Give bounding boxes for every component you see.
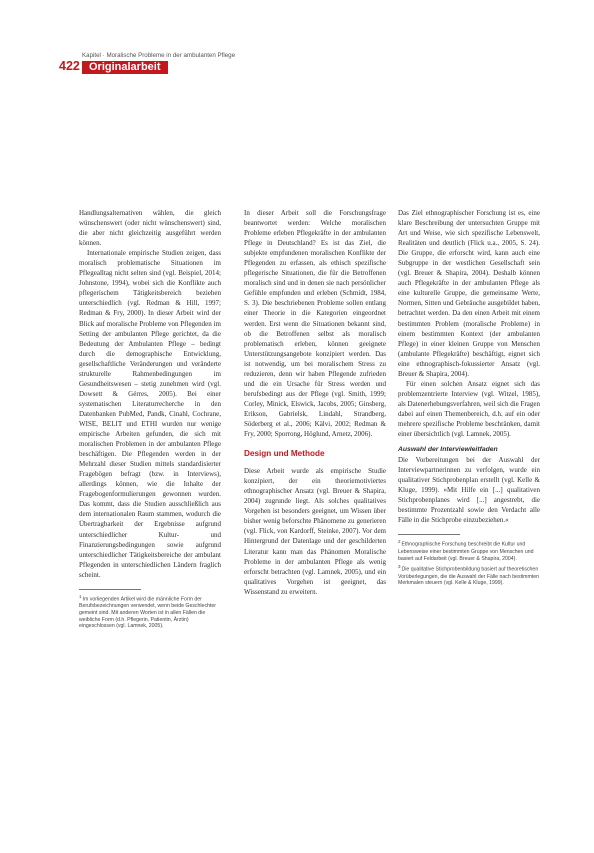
running-head-title: Moralische Probleme in der ambulanten Pflege	[106, 52, 236, 59]
section-heading: Design und Methode	[244, 449, 325, 459]
paragraph: Für einen solchen Ansatz eignet sich das problemzentrierte Interview (vgl. Witzel, 1985), als Datenerhebungsverfahren, weil sich die Fragen dabei auf einen Themenbereich, d.h. auf ein oder mehrere spezifische Probleme beschränken, damit einer übersichtlich (vgl. Lamnek, 2005).	[398, 379, 540, 439]
running-head-chapter: Kapitel	[82, 52, 101, 59]
paragraph: In dieser Arbeit soll die Forschungsfrage beantwortet werden: Welche moralischen Probleme erleben Pflegekräfte in der ambulanten Pflege in Deutschland? Es ist das Ziel, die subjekte empfundenen moralischen Konflikte der Pflegenden zu erfassen, als ethisch spezifische pflegerische Situationen, die für die Betroffenen moralisch sind und in denen sie nach persönlicher Gefühle empfunden und erleben (Schmidt, 1984, S. 3). Die beschriebenen Probleme sollen entlang einer Theorie in die Kategorien eingeordnet werden. Erst wenn die Situationen bekannt sind, ob die Betroffenen selbst als moralisch problematisch erleben, können geeignete Unterstützungsangebote konzipiert werden. Das ist notwendig, um bei moralischem Stress zu reduzieren, denn wir haben Pflegende zufrieden und die ein Ursache für Stress werden und berufsbedingt aus der Pflege (vgl. Smith, 1999; Corley, Minick, Elswick, Jacobs, 2005; Ginsberg, Erikson, Gabrielsk, Lindahl, Strandberg, Söderberg et al., 2006; Kälvi, 2002; Redman & Fry, 2000; Sporrong, Höglund, Arnetz, 2006).	[244, 209, 386, 439]
footnote-mark: 3	[398, 564, 401, 570]
page-number: 422	[59, 59, 80, 73]
paragraph: Internationale empirische Studien zeigen, dass moralisch problematische Situationen im Pflegealltag nicht selten sind (vgl. Beispiel, 2014; Johnstone, 1994), wobei sich die Konflikte auch pflegerischem Tätigkeitsbereich beziehen unterschiedlich (vgl. Redman & Hill, 1997; Redman & Fry, 2000). In dieser Arbeit wird der Blick auf moralische Probleme von Pflegenden im Setting der ambulanten Pflege gerichtet, da die Bedeutung der Ambulanten Pflege – bedingt durch die demographische Entwicklung, gesellschaftliche Veränderungen und veränderte strukturelle Rahmenbedingungen im Gesundheitswesen – stetig zunehmen wird (vgl. Dowsett & Gérres, 2005). Bei einer systematischen Literaturrecherche in den Datenbanken PubMed, Pandk, Cinahl, Cochrane, WISE, BELIT und ETHI wurden nur wenige empirische Arbeiten gefunden, die sich mit moralischen Problemen in der ambulanten Pflege beschäftigen. Die Pflegenden werden in der Mehrzahl dieser Studien mittels standardisierter Fragebögen befragt (bzw. in Interviews), allerdings können, wie die Inhalte der Fragebogenformulierungen gewonnen wurden. Das kommt, dass die Studien ausschließlich aus dem internationalen Raum stammen, wodurch die Übertragbarkeit der Ergebnisse aufgrund unterschiedlicher Kultur- und Finanzierungsbedingungen sowie aufgrund unterschiedlicher Tätigkeitsbereiche der ambulant Pflegenden in unterschiedlichen Ländern fraglich scheint.	[79, 249, 221, 579]
paragraph: Diese Arbeit wurde als empirische Studie konzipiert, der ein theoriemotiviertes ethnographischer Ansatz (vgl. Breuer & Shapira, 2004) zugrunde liegt. Als solches qualitatives Vorgehen ist besonders geeignet, um Wissen über bisher wenig beforschte Phänomene zu generieren (vgl. Flick, von Kardorff, Steinke, 2007). Vor dem Hintergrund der Datenlage und der geschilderten Literatur kann man das Phänomen Moralische Probleme in der ambulanten Pflege als wenig erforscht betrachten (vgl. Lamnek, 2005), und ein qualitatives Vorgehen ist geeignet, das Wissenstand zu erweitern.	[244, 467, 386, 596]
footnote-text: Die qualitative Stichprobenbildung basiert auf theoretischen Vorüberlegungen, die die Auswahl der Fälle nach bestimmten Merkmalen steuern (vgl. Kelle & Kluge, 1999).	[398, 567, 540, 587]
footnote-mark: 2	[398, 539, 401, 545]
running-head-separator: ·	[102, 52, 107, 59]
footnote-text: Im vorliegenden Artikel wird die männliche Form der Berufsbezeichnungen verwendet, wenn beide Geschlechter gemeint sind. Mit anderen Worten ist in allen Fällen die weibliche Form (d.h. Pflegerin, Patientin, Ärztin) eingeschlossen (vgl. Lamnek, 2005).	[79, 596, 216, 630]
text-column-2	[244, 208, 386, 597]
paragraph: Das Ziel ethnographischer Forschung ist es, eine klare Beschreibung der untersuchten Gruppe mit Art und Weise, wie sich spezifische Lebenswelt, Realitäten und deutlich (Flick u.a., 2005, S. 24). Die Gruppe, die erforscht wird, kann auch eine Subgruppe in der westlichen Gesellschaft sein (vgl. Breuer & Shapira, 2004). Deshalb können auch Pflegekräfte in der ambulanten Pflege als eine kulturelle Gruppe, die gemeinsame Werte, Normen, Sitten und Gebräuche ausgebildet haben, betrachtet werden. Da den einen Arbeit mit einem bestimmten Problem (moralische Probleme) in einem bestimmten Kontext (der ambulanten Pflege) in einer kleinen Gruppe von Menschen (ambulante Pflegekräfte) beschäftigt, eignet sich eine ethnographisch-fokussierter Ansatz (vgl. Breuer & Shapira, 2004).	[398, 209, 540, 378]
text-column-1	[79, 208, 221, 632]
subheading: Auswahl der Interviewleitfaden	[398, 446, 498, 454]
paragraph: Handlungsalternativen wählen, die gleich wünschenswert (oder nicht wünschenswert) sind, die aber nicht gleichzeitig ausgeführt werden können.	[79, 209, 221, 248]
footnote	[398, 539, 540, 562]
footnote-text: Ethnographische Forschung beschreibt die Kultur und Lebensweise einer bestimmten Gruppe von Menschen und basiert auf Feldarbeit (vgl. Breuer & Shapira, 2004).	[398, 542, 534, 562]
running-head	[82, 52, 235, 59]
text-column-3	[398, 208, 540, 589]
footnote	[398, 564, 540, 587]
footnote-mark: 1	[79, 593, 82, 599]
page-header	[0, 38, 594, 78]
footnote	[79, 594, 221, 630]
paragraph: Die Vorbereitungen bei der Auswahl der Interviewpartnerinnen zu verfolgen, wurde ein qualitativer Stichprobenplan erstellt (vgl. Kelle & Kluge, 1999). »Mit Hilfe ein [...] qualitativen Stichprobenplanes wird [...] angestrebt, die bestimmte Prozentzahl sowie den Verdacht alle Fälle in die Stichprobe einzubeziehen.«	[398, 456, 540, 525]
section-banner: Originalarbeit	[82, 61, 168, 74]
